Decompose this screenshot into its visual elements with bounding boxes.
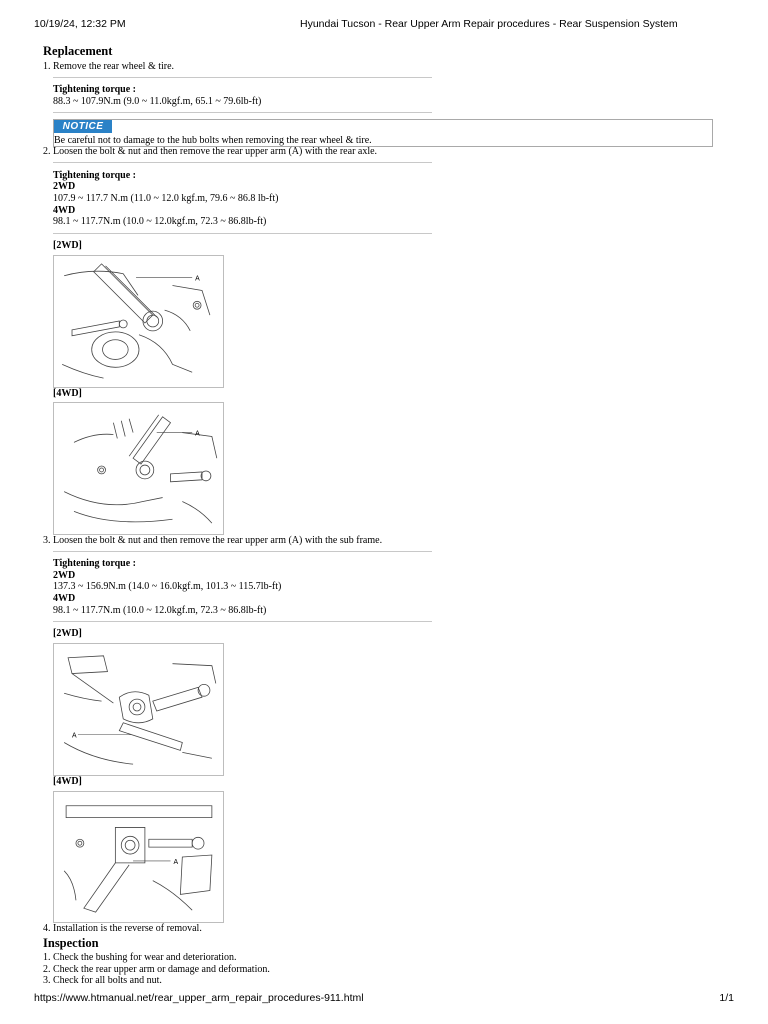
step-3-figure-1-caption: [2WD] <box>53 628 82 639</box>
notice-box <box>53 119 713 147</box>
step-2-2wd-label: 2WD <box>53 181 76 192</box>
step-1-torque-value: 88.3 ~ 107.9N.m (9.0 ~ 11.0kgf.m, 65.1 ~ 79.6lb-ft) <box>53 96 262 107</box>
step-2-figure-1-caption: [2WD] <box>53 240 82 251</box>
step-2-2wd-figure <box>53 255 224 388</box>
print-title: Hyundai Tucson - Rear Upper Arm Repair procedures - Rear Suspension System <box>300 18 678 30</box>
step-1-text: 1. Remove the rear wheel & tire. <box>43 61 175 72</box>
divider <box>53 112 432 113</box>
step-1-torque-label: Tightening torque : <box>53 84 136 95</box>
inspection-item-1: 1. Check the bushing for wear and deterioration. <box>43 952 237 963</box>
callout-a: A <box>72 732 77 740</box>
divider <box>53 77 432 78</box>
step-4-text: 4. Installation is the reverse of removal. <box>43 923 202 934</box>
print-footer <box>34 992 734 1006</box>
step-3-figure-2-caption: [4WD] <box>53 776 82 787</box>
callout-a: A <box>195 430 200 438</box>
sub-frame-4wd-illustration <box>54 792 223 922</box>
divider <box>53 162 432 163</box>
step-3-2wd-value: 137.3 ~ 156.9N.m (14.0 ~ 16.0kgf.m, 101.3 ~ 115.7lb-ft) <box>53 581 282 592</box>
step-2-4wd-label: 4WD <box>53 205 76 216</box>
callout-a: A <box>195 275 200 283</box>
inspection-item-2: 2. Check the rear upper arm or damage and deformation. <box>43 964 270 975</box>
step-3-4wd-value: 98.1 ~ 117.7N.m (10.0 ~ 12.0kgf.m, 72.3 ~ 86.8lb-ft) <box>53 605 267 616</box>
step-2-4wd-value: 98.1 ~ 117.7N.m (10.0 ~ 12.0kgf.m, 72.3 ~ 86.8lb-ft) <box>53 216 267 227</box>
step-2-text: 2. Loosen the bolt & nut and then remove the rear upper arm (A) with the rear axle. <box>43 146 378 157</box>
divider <box>53 621 432 622</box>
divider <box>53 551 432 552</box>
replacement-heading: Replacement <box>43 44 113 58</box>
step-3-torque-label: Tightening torque : <box>53 558 136 569</box>
step-3-4wd-figure <box>53 791 224 923</box>
callout-a: A <box>173 858 179 866</box>
rear-axle-2wd-illustration <box>54 256 223 387</box>
step-3-text: 3. Loosen the bolt & nut and then remove the rear upper arm (A) with the sub frame. <box>43 535 383 546</box>
step-2-torque-label: Tightening torque : <box>53 170 136 181</box>
print-datetime: 10/19/24, 12:32 PM <box>34 18 126 30</box>
rear-axle-4wd-illustration <box>54 403 223 534</box>
print-url: https://www.htmanual.net/rear_upper_arm_repair_procedures-911.html <box>34 992 364 1004</box>
notice-text: Be careful not to damage to the hub bolts when removing the rear wheel & tire. <box>54 135 372 146</box>
notice-label: NOTICE <box>54 120 112 133</box>
inspection-item-3: 3. Check for all bolts and nut. <box>43 975 162 986</box>
divider <box>53 233 432 234</box>
step-3-2wd-figure <box>53 643 224 776</box>
step-2-2wd-value: 107.9 ~ 117.7 N.m (11.0 ~ 12.0 kgf.m, 79.6 ~ 86.8 lb-ft) <box>53 193 279 204</box>
inspection-heading: Inspection <box>43 936 99 950</box>
step-3-2wd-label: 2WD <box>53 570 76 581</box>
sub-frame-2wd-illustration <box>54 644 223 775</box>
step-2-4wd-figure <box>53 402 224 535</box>
step-2-figure-2-caption: [4WD] <box>53 388 82 399</box>
print-page-number: 1/1 <box>719 992 734 1004</box>
step-3-4wd-label: 4WD <box>53 593 76 604</box>
print-header <box>34 18 734 32</box>
